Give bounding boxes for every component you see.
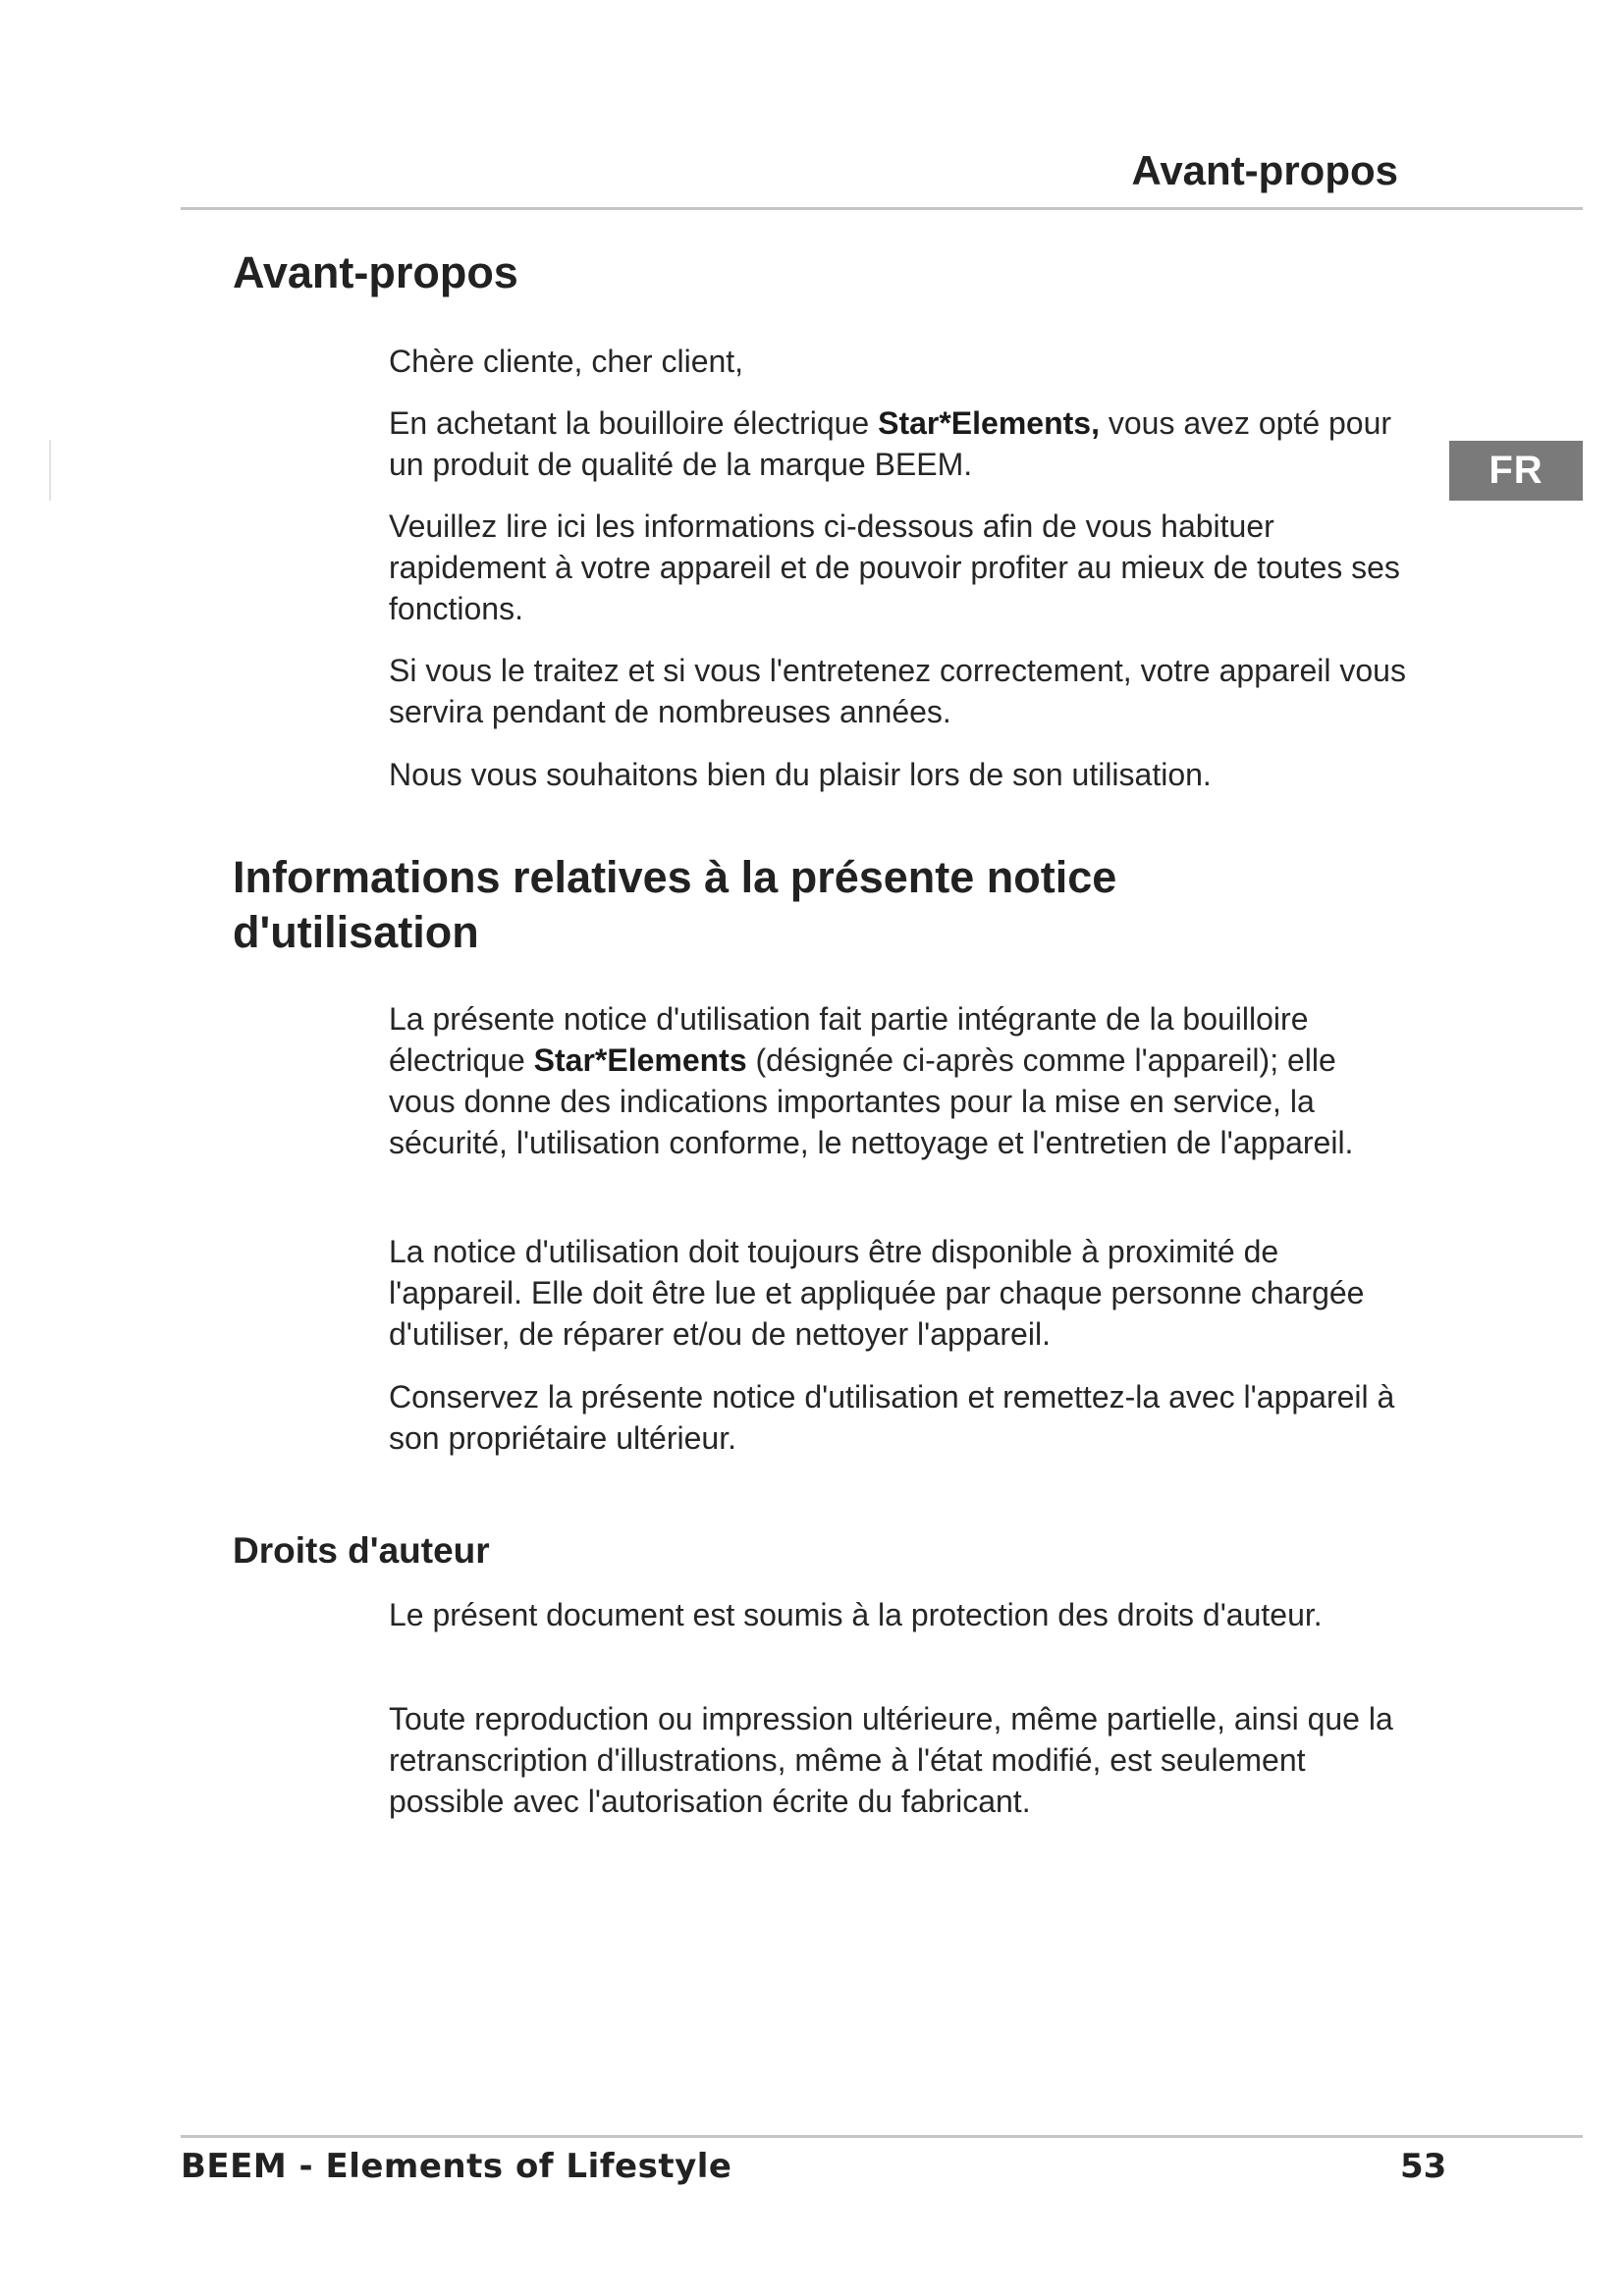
info-heading: Informations relatives à la présente notice d'utilisation <box>233 852 1117 957</box>
foreword-paragraph-2: Veuillez lire ici les informations ci-dessous afin de vous habituer rapidement à votre appareil et de pouvoir profiter au mieux de toutes ses fonctions. <box>389 508 1400 626</box>
foreword-p1-text-start: En achetant la bouilloire électrique <box>389 405 879 441</box>
foreword-p1-text-end: vous avez opté pour un produit de qualité de la marque BEEM. <box>389 405 1392 482</box>
info-p1-text-end: (désignée ci-après comme l'appareil); elle vous donne des indications importantes pour la mise en service, la sécurité, l'utilisation conforme, le nettoyage et l'entretien de l'appareil. <box>389 1042 1354 1160</box>
foreword-paragraph-1 <box>389 402 1410 485</box>
footer-brand: BEEM - Elements of Lifestyle <box>181 2147 732 2186</box>
copyright-paragraph-2: Toute reproduction ou impression ultérieure, même partielle, ainsi que la retranscription d'illustrations, même à l'état modifié, est seulement possible avec l'autorisation écrite du fabricant. <box>389 1701 1393 1819</box>
copyright-paragraph-1: Le présent document est soumis à la protection des droits d'auteur. <box>389 1597 1323 1632</box>
product-name-bold: Star*Elements <box>533 1042 747 1078</box>
foreword-greeting: Chère cliente, cher client, <box>389 344 744 379</box>
running-header-title: Avant-propos <box>1131 147 1398 193</box>
info-p1-text-start: La présente notice d'utilisation fait partie intégrante de la bouilloire électrique <box>389 1001 1309 1078</box>
foreword-heading: Avant-propos <box>233 247 518 297</box>
margin-scan-mark <box>49 440 51 501</box>
product-name-bold: Star*Elements, <box>878 405 1100 441</box>
foreword-paragraph-4: Nous vous souhaitons bien du plaisir lors de son utilisation. <box>389 757 1212 792</box>
copyright-heading: Droits d'auteur <box>233 1530 490 1571</box>
page-number: 53 <box>1400 2147 1447 2186</box>
info-paragraph-1 <box>389 998 1410 1163</box>
foreword-paragraph-3: Si vous le traitez et si vous l'entretenez correctement, votre appareil vous servira pendant de nombreuses années. <box>389 653 1406 729</box>
info-paragraph-2: La notice d'utilisation doit toujours être disponible à proximité de l'appareil. Elle doit être lue et appliquée par chaque personne chargée d'utiliser, de réparer et/ou de nettoyer l'appareil. <box>389 1234 1365 1352</box>
info-paragraph-3: Conservez la présente notice d'utilisation et remettez-la avec l'appareil à son propriétaire ultérieur. <box>389 1379 1395 1456</box>
header-divider <box>181 207 1583 210</box>
footer-divider <box>181 2135 1583 2138</box>
language-badge: FR <box>1449 441 1583 501</box>
